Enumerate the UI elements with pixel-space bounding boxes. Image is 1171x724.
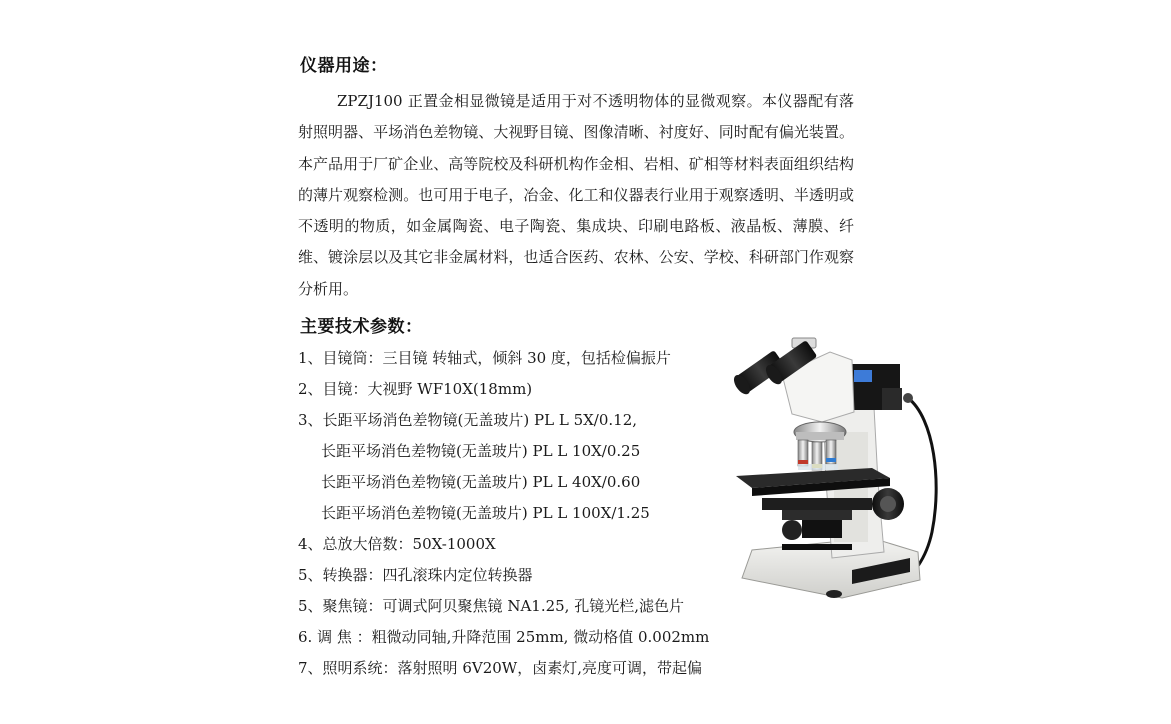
spec-list (298, 343, 709, 684)
spec-item: 5、聚焦镜：可调式阿贝聚焦镜 NA1.25, 孔镜光栏,滤色片 (298, 597, 684, 615)
spec-item: 4、总放大倍数：50X-1000X (298, 535, 496, 553)
spec-item: 长距平场消色差物镜(无盖玻片) PL L 100X/1.25 (321, 504, 650, 522)
spec-item: 5、转换器：四孔滚珠内定位转换器 (298, 566, 533, 584)
spec-item: 1、目镜筒：三目镜 转轴式，倾斜 30 度，包括检偏振片 (298, 349, 671, 367)
spec-item: 长距平场消色差物镜(无盖玻片) PL L 40X/0.60 (321, 473, 641, 491)
spec-item: 6. 调 焦 ：粗微动同轴,升降范围 25mm, 微动格值 0.002mm (298, 628, 710, 646)
spec-item: 7、照明系统：落射照明 6V20W，卤素灯,亮度可调，带起偏 (298, 659, 702, 677)
spec-item: 长距平场消色差物镜(无盖玻片) PL L 10X/0.25 (321, 442, 641, 460)
section-title-purpose: 仪器用途： (300, 56, 388, 76)
section-title-specs: 主要技术参数： (300, 317, 423, 337)
purpose-paragraph: ZPZJ100 正置金相显微镜是适用于对不透明物体的显微观察。本仪器配有落射照明器、平场消色差物镜、大视野目镜、图像清晰、衬度好、同时配有偏光装置。本产品用于厂矿企业、高等院校及科研机构作金相、岩相、矿相等材料表面组织结构的薄片观察检测。也可用于电子，冶金、化工和仪器表行业用于观察透明、半透明或不透明的物质，如金属陶瓷、电子陶瓷、集成块、印刷电路板、液晶板、薄膜、纤维、镀涂层以及其它非金属材料，也适合医药、农林、公安、学校、科研部门作观察分析用。 (298, 92, 854, 298)
spec-item: 2、目镜：大视野 WF10X(18mm) (298, 380, 533, 398)
microscope-icon (722, 332, 946, 610)
spec-item: 3、长距平场消色差物镜(无盖玻片) PL L 5X/0.12, (298, 411, 638, 429)
